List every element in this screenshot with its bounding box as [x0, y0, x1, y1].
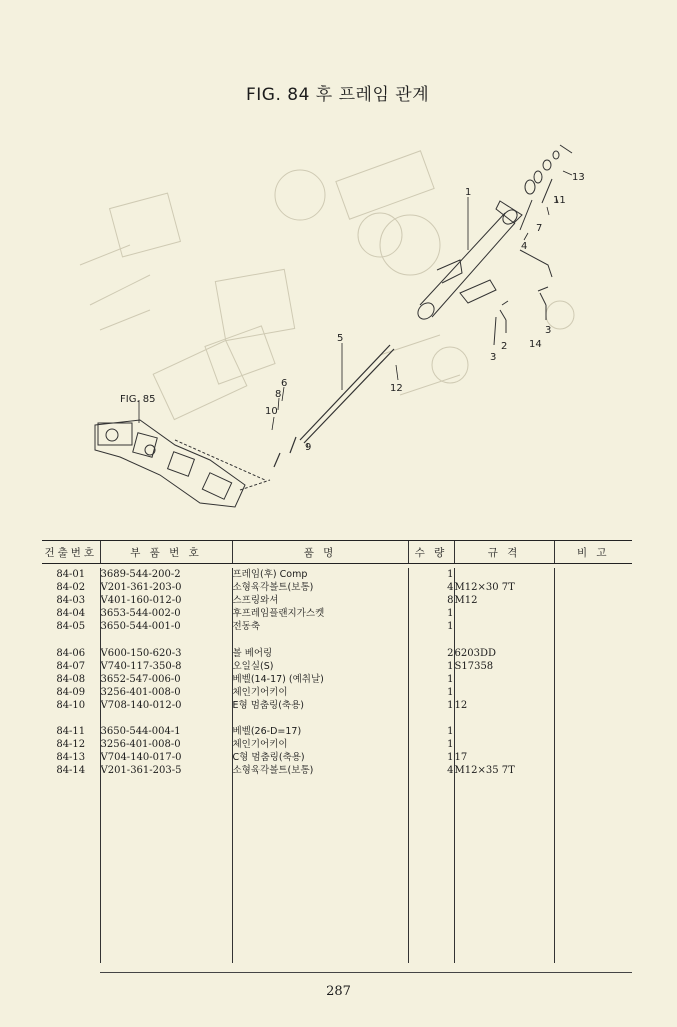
bearing-seal-stack — [520, 145, 572, 230]
cell-name: 볼 베어링 — [232, 647, 408, 660]
cell-spec — [454, 686, 554, 699]
table-row — [42, 751, 632, 764]
cell-name: 스프링와셔 — [232, 594, 408, 607]
cell-qty: 1 — [408, 686, 454, 699]
header-quantity: 수 량 — [408, 541, 454, 564]
cell-no: 84-14 — [56, 765, 86, 777]
cell-qty: 1 — [408, 673, 454, 686]
cell-spec: 12 — [454, 699, 554, 712]
callout-12: 12 — [390, 383, 403, 394]
cell-note — [554, 607, 632, 620]
cell-pn: V704-140-017-0 — [100, 751, 232, 764]
cell-spec — [454, 738, 554, 751]
callout-3b: 3 — [545, 325, 552, 336]
cell-no: 84-05 — [56, 621, 86, 633]
fig-85-reference: FIG. 85 — [120, 394, 156, 405]
cell-qty: 1 — [408, 738, 454, 751]
cell-qty: 1 — [408, 699, 454, 712]
cell-name: 베벨(14-17) (예취날) — [232, 673, 408, 686]
cell-name: E형 멈춤링(축용) — [232, 699, 408, 712]
parts-table-body — [42, 568, 632, 963]
cell-pn — [100, 633, 232, 646]
cell-note — [554, 594, 632, 607]
cell-qty: 1 — [408, 725, 454, 738]
cell-qty — [408, 633, 454, 646]
cell-name: 체인기어키이 — [232, 686, 408, 699]
table-row — [42, 581, 632, 594]
cell-no: 84-11 — [56, 726, 86, 738]
callout-14: 14 — [529, 339, 542, 350]
parts-table — [42, 540, 632, 963]
cell-name: 소형육각볼트(보통) — [232, 764, 408, 777]
cell-no: 84-03 — [56, 595, 86, 607]
cell-note — [554, 568, 632, 581]
cell-note — [554, 686, 632, 699]
cell-no: 84-12 — [56, 739, 86, 751]
table-row — [42, 568, 632, 581]
table-row — [42, 594, 632, 607]
filler-cell — [554, 778, 632, 963]
cell-spec: M12 — [454, 594, 554, 607]
cell-qty: 1 — [408, 607, 454, 620]
header-part-name: 품 명 — [232, 541, 408, 564]
cell-no — [42, 712, 100, 725]
callout-5: 5 — [337, 333, 344, 344]
filler-cell — [408, 778, 454, 963]
callout-4: 4 — [521, 241, 528, 252]
cell-no: 84-10 — [56, 699, 86, 711]
callout-8: 8 — [275, 389, 282, 400]
callout-2: 2 — [501, 341, 508, 352]
exploded-parts-diagram — [0, 105, 677, 535]
cell-qty: 4 — [408, 764, 454, 777]
cell-note — [554, 673, 632, 686]
cell-name: C형 멈춤링(축용) — [232, 751, 408, 764]
filler-cell — [42, 778, 100, 963]
cell-name: 소형육각볼트(보통) — [232, 581, 408, 594]
left-gearbox-assembly — [95, 420, 270, 507]
cell-spec — [454, 633, 554, 646]
cell-pn: 3256-401-008-0 — [100, 738, 232, 751]
cell-no: 84-13 — [56, 752, 86, 764]
cell-note — [554, 633, 632, 646]
cell-pn: 3650-544-001-0 — [100, 620, 232, 633]
callout-labels — [120, 172, 585, 453]
cell-spec — [454, 725, 554, 738]
callout-7: 7 — [536, 223, 543, 234]
cell-pn: V401-160-012-0 — [100, 594, 232, 607]
cell-pn: 3256-401-008-0 — [100, 686, 232, 699]
cell-qty: 4 — [408, 581, 454, 594]
cell-no: 84-07 — [56, 660, 86, 672]
cell-pn: 3689-544-200-2 — [100, 568, 232, 581]
table-row — [42, 738, 632, 751]
drive-shaft — [274, 345, 394, 467]
cell-name — [232, 712, 408, 725]
cell-pn: V201-361-203-0 — [100, 581, 232, 594]
cell-qty: 1 — [408, 620, 454, 633]
table-row — [42, 686, 632, 699]
cell-qty: 8 — [408, 594, 454, 607]
header-item-no: 건출번호 — [42, 541, 100, 564]
filler-cell — [454, 778, 554, 963]
cell-name: 전동축 — [232, 620, 408, 633]
table-row — [42, 633, 632, 646]
header-spec: 규 격 — [454, 541, 554, 564]
cell-name: 후프레임플랜지가스켓 — [232, 607, 408, 620]
cell-pn: V201-361-203-5 — [100, 764, 232, 777]
callout-11: 11 — [553, 195, 566, 206]
bolt-washer-group — [494, 250, 552, 345]
cell-name: 프레임(후) Comp — [232, 568, 408, 581]
cell-note — [554, 751, 632, 764]
cell-spec — [454, 607, 554, 620]
cell-qty: 1 — [408, 568, 454, 581]
cell-note — [554, 738, 632, 751]
bleed-through-drawing — [80, 151, 574, 420]
callout-13: 13 — [572, 172, 585, 183]
leader-lines — [139, 171, 572, 448]
table-header-row — [42, 541, 632, 564]
cell-spec: 6203DD — [454, 647, 554, 660]
cell-qty: 2 — [408, 647, 454, 660]
table-row — [42, 660, 632, 673]
cell-spec: M12×30 7T — [454, 581, 554, 594]
figure-title-text: FIG. 84 후 프레임 관계 — [246, 85, 430, 105]
cell-qty — [408, 712, 454, 725]
cell-no: 84-06 — [56, 647, 86, 659]
callout-1: 1 — [465, 187, 472, 198]
cell-note — [554, 699, 632, 712]
cell-no: 84-02 — [56, 582, 86, 594]
cell-note — [554, 581, 632, 594]
cell-spec — [454, 620, 554, 633]
table-row — [42, 712, 632, 725]
cell-spec: 17 — [454, 751, 554, 764]
callout-10: 10 — [265, 406, 278, 417]
table-row — [42, 764, 632, 777]
cell-pn: 3652-547-006-0 — [100, 673, 232, 686]
table-row — [42, 607, 632, 620]
cell-no: 84-09 — [56, 686, 86, 698]
cell-qty: 1 — [408, 660, 454, 673]
cell-spec: M12×35 7T — [454, 764, 554, 777]
cell-spec — [454, 568, 554, 581]
cell-name — [232, 633, 408, 646]
cell-qty: 1 — [408, 751, 454, 764]
header-part-no: 부 품 번 호 — [100, 541, 232, 564]
cell-note — [554, 712, 632, 725]
cell-spec — [454, 673, 554, 686]
cell-pn — [100, 712, 232, 725]
cell-no: 84-04 — [56, 608, 86, 620]
cell-note — [554, 620, 632, 633]
cell-no: 84-08 — [56, 673, 86, 685]
filler-cell — [100, 778, 232, 963]
cell-spec — [454, 712, 554, 725]
cell-name: 오일실(S) — [232, 660, 408, 673]
filler-cell — [232, 778, 408, 963]
callout-9: 9 — [305, 442, 312, 453]
cell-no: 84-01 — [56, 569, 86, 581]
cell-pn: 3653-544-002-0 — [100, 607, 232, 620]
table-row — [42, 647, 632, 660]
table-row — [42, 725, 632, 738]
table-row — [42, 673, 632, 686]
table-row — [42, 699, 632, 712]
page-number: 287 — [326, 984, 351, 999]
cell-no — [42, 633, 100, 646]
cell-note — [554, 725, 632, 738]
figure-title — [246, 80, 429, 105]
callout-3a: 3 — [490, 352, 497, 363]
cell-note — [554, 764, 632, 777]
cell-spec: S17358 — [454, 660, 554, 673]
table-row — [42, 620, 632, 633]
cell-pn: V740-117-350-8 — [100, 660, 232, 673]
table-bottom-rule — [100, 972, 632, 973]
header-remarks: 비 고 — [554, 541, 632, 564]
cell-pn: V708-140-012-0 — [100, 699, 232, 712]
cell-pn: V600-150-620-3 — [100, 647, 232, 660]
cell-note — [554, 647, 632, 660]
table-filler-row — [42, 778, 632, 963]
cell-note — [554, 660, 632, 673]
cell-name: 베벨(26-D=17) — [232, 725, 408, 738]
callout-6: 6 — [281, 378, 288, 389]
cell-pn: 3650-544-004-1 — [100, 725, 232, 738]
cell-name: 체인기어키이 — [232, 738, 408, 751]
